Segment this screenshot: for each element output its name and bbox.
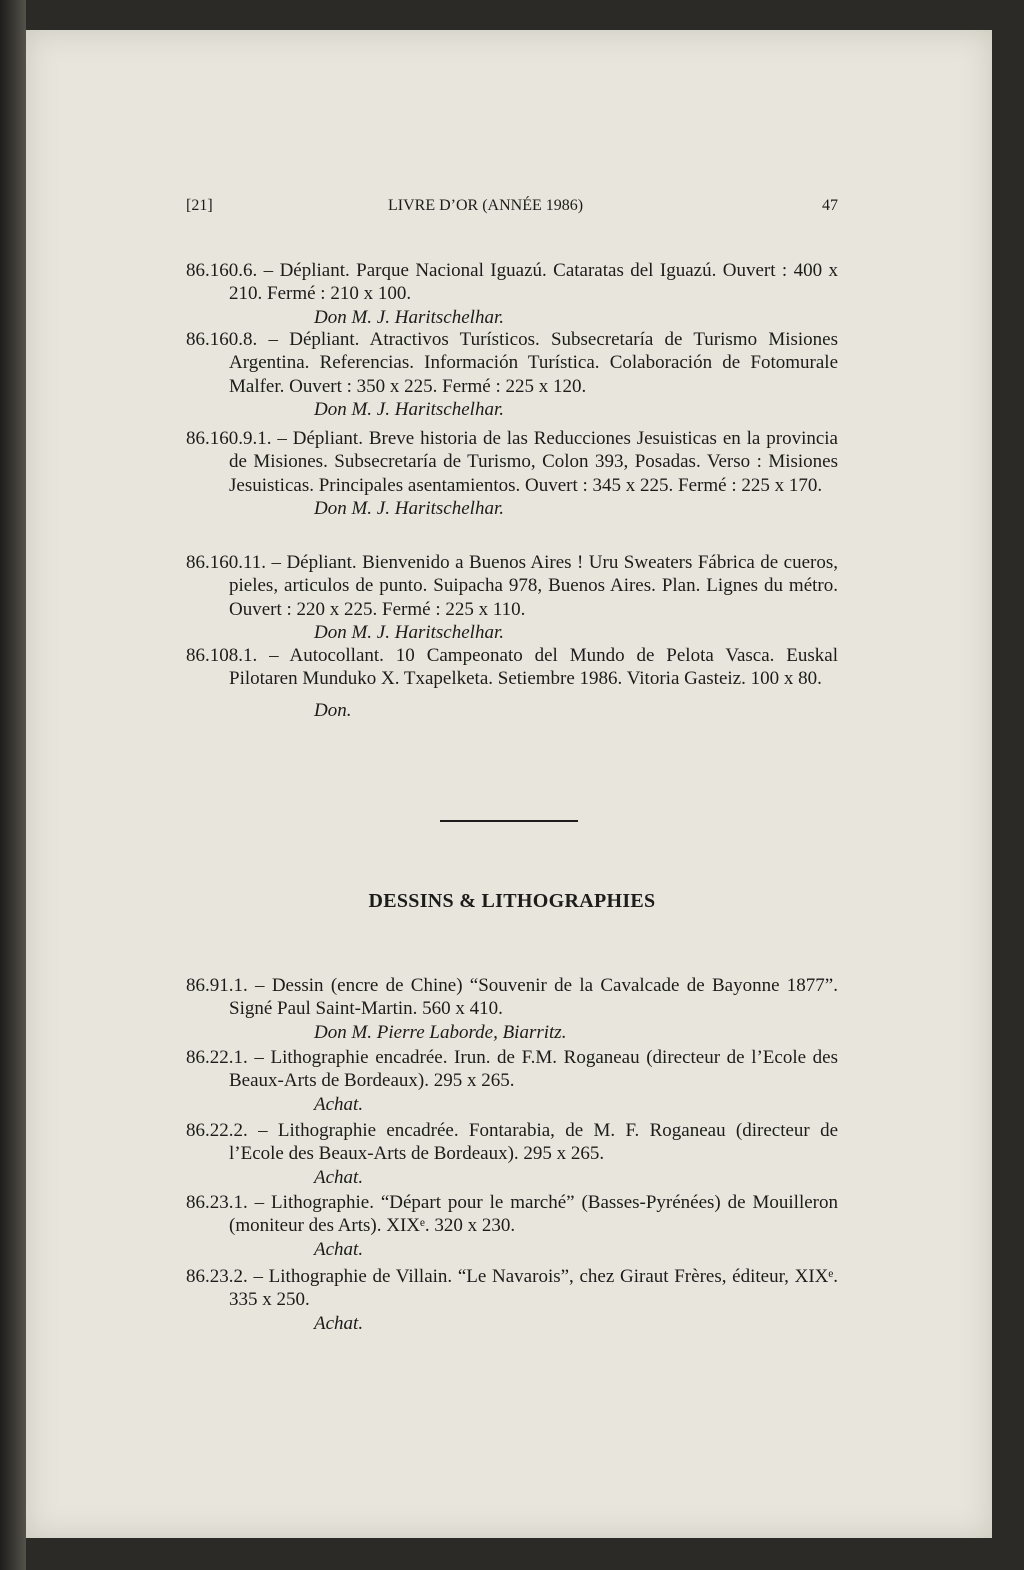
entry-donor: Don M. J. Haritschelhar. bbox=[314, 621, 504, 643]
section-number: [21] bbox=[186, 197, 213, 214]
entry-donor: Achat. bbox=[314, 1166, 364, 1188]
section-divider bbox=[440, 820, 578, 822]
catalog-entry bbox=[186, 259, 838, 329]
entry-donor: Achat. bbox=[314, 1238, 364, 1260]
entry-donor: Achat. bbox=[314, 1093, 364, 1115]
entry-donor: Don. bbox=[314, 699, 352, 721]
scan-gutter bbox=[0, 0, 26, 1570]
catalog-entry bbox=[186, 551, 838, 644]
catalog-entry bbox=[186, 1046, 838, 1116]
entry-donor: Don M. J. Haritschelhar. bbox=[314, 398, 504, 420]
entry-text: 86.108.1. – Autocollant. 10 Campeonato del Mundo de Pelota Vasca. Euskal Pilotaren Munduko X. Txapelketa. Setiembre 1986. Vitoria Gasteiz. 100 x 80. bbox=[186, 645, 838, 690]
entry-text: 86.160.8. – Dépliant. Atractivos Turísticos. Subsecretaría de Turismo Misiones Argentina. Referencias. Información Turística. Colaboración de Fotomurale Malfer. Ouvert : 350 x 225. Fermé : 225 x 120. bbox=[186, 329, 838, 397]
catalog-entry bbox=[186, 974, 838, 1044]
entry-text: 86.160.9.1. – Dépliant. Breve historia de las Reducciones Jesuisticas en la provincia de Misiones. Subsecretaría de Turismo, Colon 393, Posadas. Verso : Misiones Jesuisticas. Principales asentamientos. Ouvert : 345 x 225. Fermé : 225 x 170. bbox=[186, 428, 838, 496]
entry-text: 86.91.1. – Dessin (encre de Chine) “Souvenir de la Cavalcade de Bayonne 1877”. Signé Paul Saint-Martin. 560 x 410. bbox=[186, 975, 838, 1020]
entry-donor: Don M. Pierre Laborde, Biarritz. bbox=[314, 1021, 567, 1043]
catalog-entry bbox=[186, 1191, 838, 1261]
catalog-entry bbox=[186, 644, 838, 722]
entry-text: 86.23.2. – Lithographie de Villain. “Le Navarois”, chez Giraut Frères, éditeur, XIXᵉ. 335 x 250. bbox=[186, 1266, 838, 1311]
entry-donor: Don M. J. Haritschelhar. bbox=[314, 306, 504, 328]
entry-text: 86.160.11. – Dépliant. Bienvenido a Buenos Aires ! Uru Sweaters Fábrica de cueros, pieles, articulos de punto. Suipacha 978, Buenos Aires. Plan. Lignes du métro. Ouvert : 220 x 225. Fermé : 225 x 110. bbox=[186, 552, 838, 620]
entry-text: 86.160.6. – Dépliant. Parque Nacional Iguazú. Cataratas del Iguazú. Ouvert : 400 x 210. Fermé : 210 x 100. bbox=[186, 260, 838, 305]
catalog-entry bbox=[186, 1265, 838, 1335]
entry-text: 86.22.1. – Lithographie encadrée. Irun. de F.M. Roganeau (directeur de l’Ecole des Beaux-Arts de Bordeaux). 295 x 265. bbox=[186, 1047, 838, 1092]
catalog-entry bbox=[186, 1119, 838, 1189]
catalog-entry bbox=[186, 328, 838, 421]
section-title: DESSINS & LITHOGRAPHIES bbox=[368, 890, 656, 912]
page-number: 47 bbox=[822, 197, 838, 214]
entry-donor: Achat. bbox=[314, 1312, 364, 1334]
entry-text: 86.22.2. – Lithographie encadrée. Fontarabia, de M. F. Roganeau (directeur de l’Ecole des Beaux-Arts de Bordeaux). 295 x 265. bbox=[186, 1120, 838, 1165]
entry-donor: Don M. J. Haritschelhar. bbox=[314, 497, 504, 519]
catalog-entry bbox=[186, 427, 838, 520]
header-title: LIVRE D’OR (ANNÉE 1986) bbox=[388, 197, 584, 214]
entry-text: 86.23.1. – Lithographie. “Départ pour le marché” (Basses-Pyrénées) de Mouilleron (moniteur des Arts). XIXᵉ. 320 x 230. bbox=[186, 1192, 838, 1237]
